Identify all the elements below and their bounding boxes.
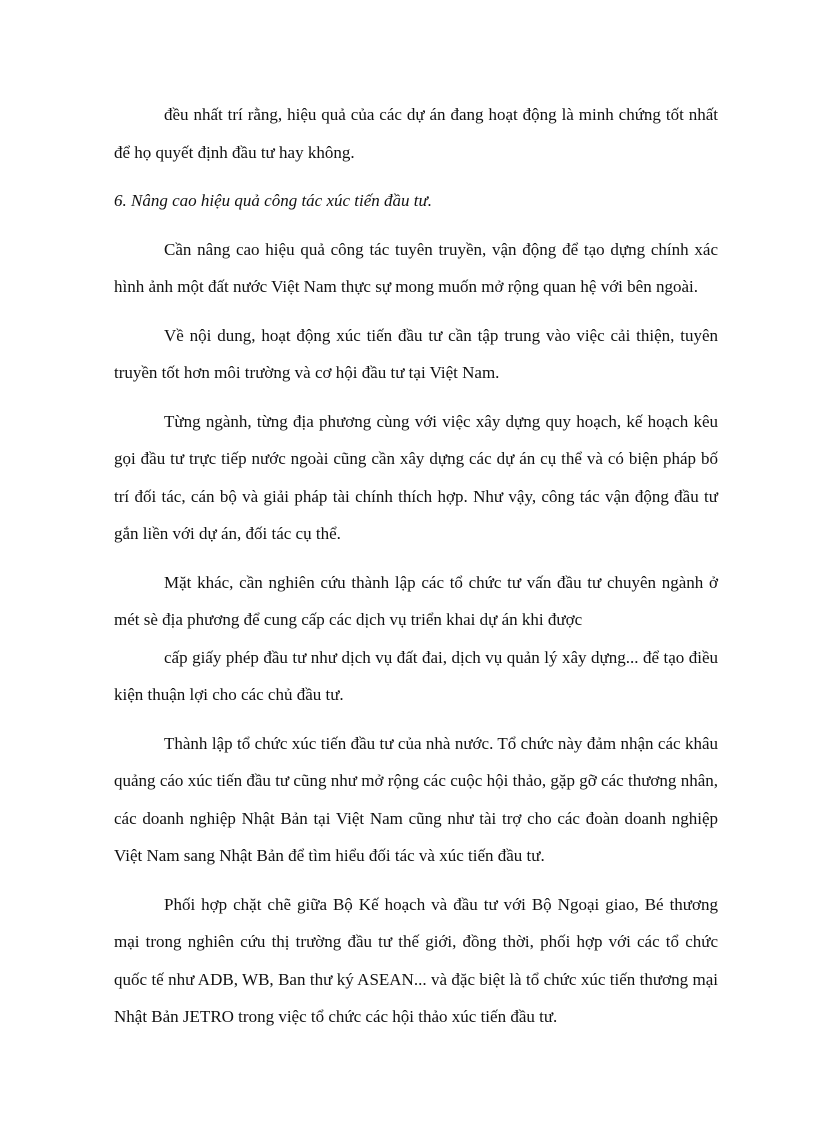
paragraph: Mặt khác, cần nghiên cứu thành lập các tổ chức tư vấn đầu tư chuyên ngành ở mét sè địa phương để cung cấp các dịch vụ triển khai dự án khi được: [114, 572, 718, 629]
document-page: [114, 96, 718, 1047]
paragraph-continuation: cấp giấy phép đầu tư như dịch vụ đất đai, dịch vụ quản lý xây dựng... để tạo điều kiện thuận lợi cho các chủ đầu tư.: [114, 647, 718, 704]
paragraph: Từng ngành, từng địa phương cùng với việc xây dựng quy hoạch, kế hoạch kêu gọi đầu tư trực tiếp nước ngoài cũng cần xây dựng các dự án cụ thể và có biện pháp bố trí đối tác, cán bộ và giải pháp tài chính thích hợp. Như vậy, công tác vận động đầu tư gắn liền với dự án, đối tác cụ thể.: [114, 411, 718, 543]
paragraph: Cần nâng cao hiệu quả công tác tuyên truyền, vận động để tạo dựng chính xác hình ảnh một đất nước Việt Nam thực sự mong muốn mở rộng quan hệ với bên ngoài.: [114, 239, 718, 296]
paragraph: Thành lập tổ chức xúc tiến đầu tư của nhà nước. Tổ chức này đảm nhận các khâu quảng cáo xúc tiến đầu tư cũng như mở rộng các cuộc hội thảo, gặp gỡ các thương nhân, các doanh nghiệp Nhật Bản tại Việt Nam cũng như tài trợ cho các đoàn doanh nghiệp Việt Nam sang Nhật Bản để tìm hiểu đối tác và xúc tiến đầu tư.: [114, 733, 718, 865]
paragraph: Phối hợp chặt chẽ giữa Bộ Kế hoạch và đầu tư với Bộ Ngoại giao, Bé thương mại trong nghiên cứu thị trường đầu tư thế giới, đồng thời, phối hợp với các tổ chức quốc tế như ADB, WB, Ban thư ký ASEAN... và đặc biệt là tổ chức xúc tiến thương mại Nhật Bản JETRO trong việc tổ chức các hội thảo xúc tiến đầu tư.: [114, 894, 718, 1026]
paragraph: Về nội dung, hoạt động xúc tiến đầu tư cần tập trung vào việc cải thiện, tuyên truyền tốt hơn môi trường và cơ hội đầu tư tại Việt Nam.: [114, 325, 718, 382]
section-heading: 6. Nâng cao hiệu quả công tác xúc tiến đầu tư.: [114, 191, 433, 210]
paragraph-continuation: đều nhất trí rằng, hiệu quả của các dự án đang hoạt động là minh chứng tốt nhất để họ quyết định đầu tư hay không.: [114, 105, 718, 162]
